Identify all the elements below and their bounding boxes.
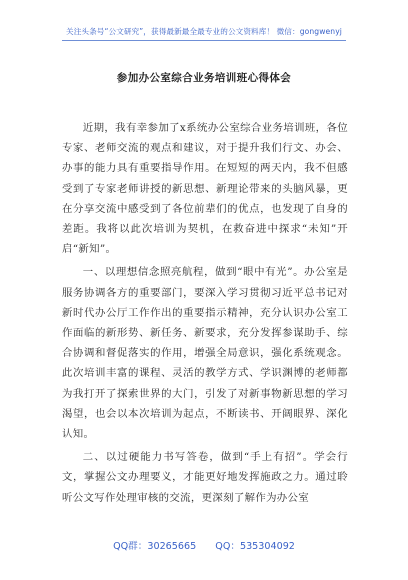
document-title: 参加办公室综合业务培训班心得体会 (116, 72, 292, 84)
footer-contact (0, 538, 408, 552)
header-banner: 关注头条号“公文研究”，获得最新最全最专业的公文资料库！ 微信：gongwenyj (66, 27, 342, 36)
header-divider (62, 40, 346, 41)
paragraph: 一、以理想信念照亮航程，做到“眼中有光”。办公室是服务协调各方的重要部门，要深入学习贯彻习近平总书记对新时代办公厅工作作出的重要指示精神，充分认识办公室工作面临的新形势、新任务、新要求，充分发挥参谋助手、综合协调和督促落实的作用，增强全局意识，强化系统观念。此次培训丰富的课程、灵活的教学方式、学识渊博的老师都为我打开了探索世界的大门，引发了对新事物新思想的学习渴望，也会以本次培训为起点，不断读书、开阔眼界、深化认知。 (62, 266, 348, 441)
document-body (62, 118, 348, 511)
qq-group-number: QQ群：30265665 (113, 541, 197, 552)
paragraph: 近期，我有幸参加了x系统办公室综合业务培训班，各位专家、老师交流的观点和建议，对于提升我们行文、办会、办事的能力具有重要指导作用。在短短的两天内，我不但感受到了专家老师讲授的新思想、新理论带来的头脑风暴，更在分享交流中感受到了各位前辈们的优点，也发现了自身的差距。我将以此次培训为契机，在救奋进中探求“未知”开启“新知”。 (62, 122, 348, 256)
paragraph: 二、以过硬能力书写答卷，做到“手上有招”。学会行文，掌握公文办理要义，才能更好地发挥施政之力。通过聆听公文写作处理审核的交流，更深刻了解作为办公室 (62, 451, 348, 504)
qq-number: QQ：535304092 (215, 541, 295, 552)
